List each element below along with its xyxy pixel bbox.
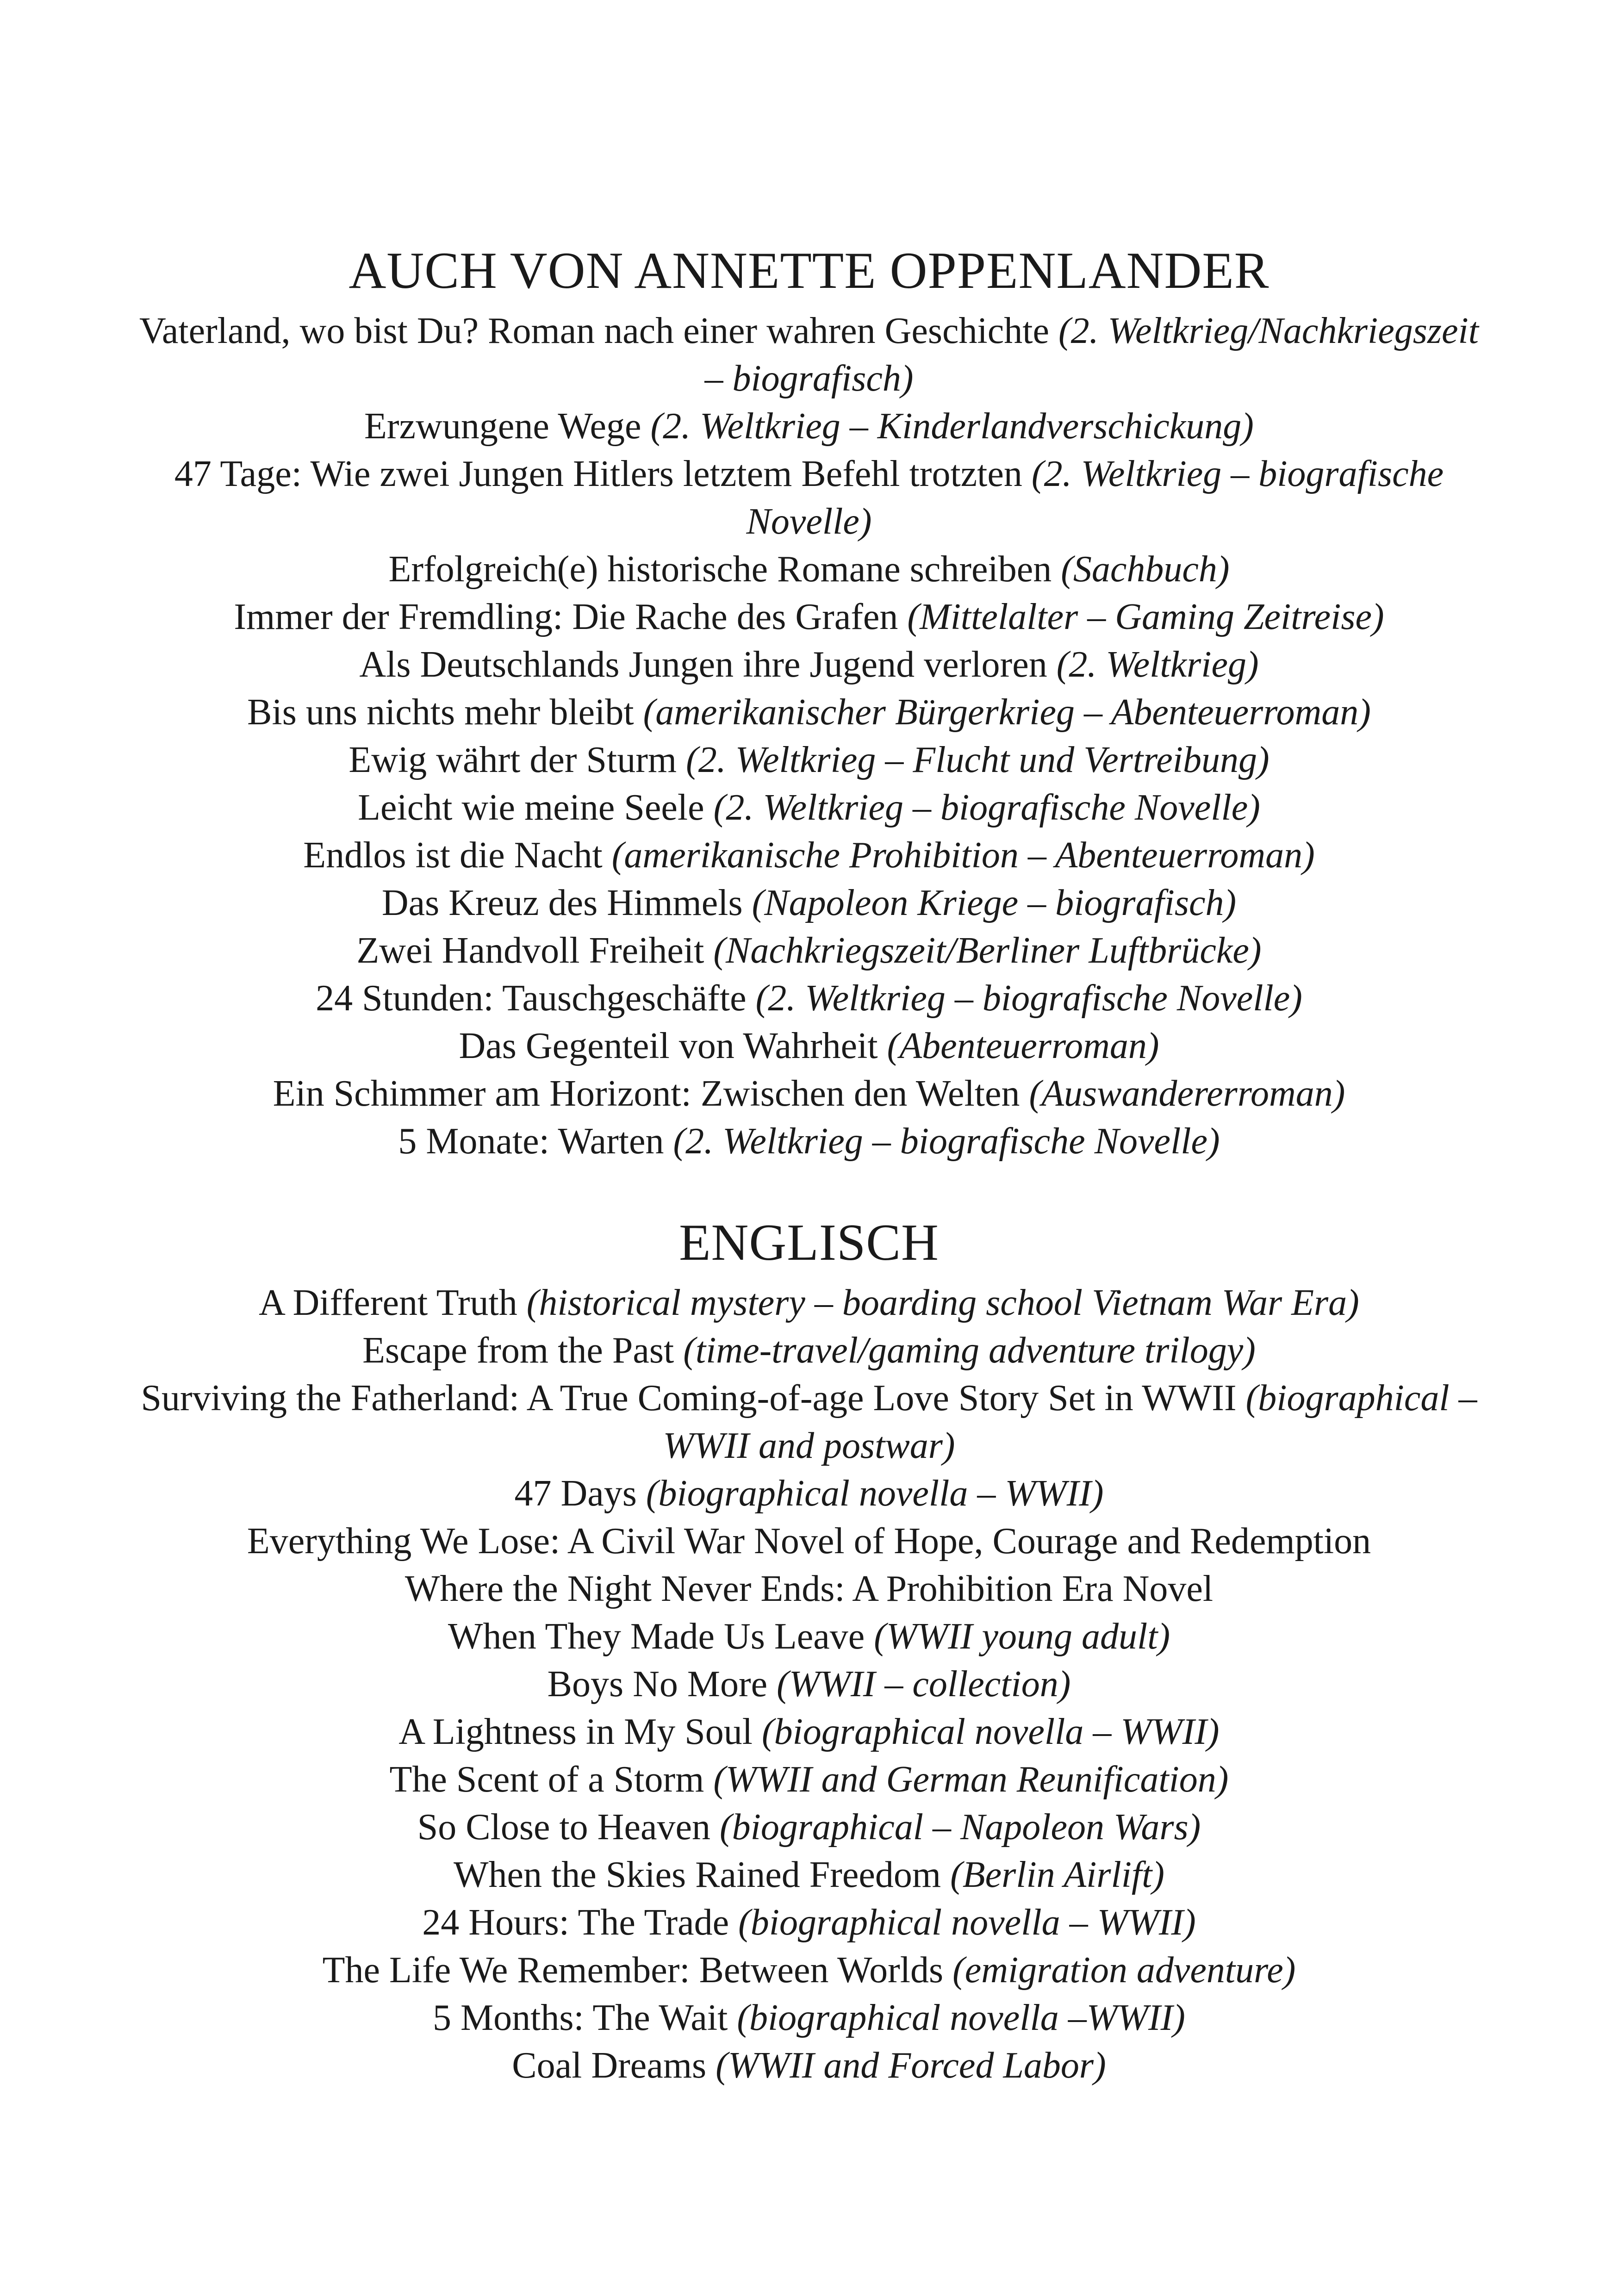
- book-title: 24 Hours: The Trade: [422, 1902, 739, 1943]
- book-genre: (time-travel/gaming adventure trilogy): [683, 1330, 1256, 1371]
- book-entry: [139, 1279, 1479, 1327]
- book-title: 47 Tage: Wie zwei Jungen Hitlers letztem Befehl trotzten: [174, 454, 1032, 494]
- book-title: Das Gegenteil von Wahrheit: [459, 1026, 887, 1066]
- english-book-list: [139, 1279, 1479, 2090]
- book-entry: [139, 1470, 1479, 1518]
- book-genre: (emigration adventure): [952, 1950, 1296, 1991]
- english-books-section: [139, 1208, 1479, 2090]
- book-title: The Life We Remember: Between Worlds: [322, 1950, 953, 1991]
- english-section-heading: ENGLISCH: [679, 1214, 939, 1271]
- book-title: Ein Schimmer am Horizont: Zwischen den Welten: [273, 1073, 1029, 1114]
- book-entry: [139, 1899, 1479, 1947]
- book-title: When the Skies Rained Freedom: [453, 1854, 951, 1895]
- book-genre: (2. Weltkrieg – biografische Novelle): [713, 787, 1260, 828]
- book-title: Das Kreuz des Himmels: [381, 883, 752, 923]
- german-section-heading: AUCH VON ANNETTE OPPENLANDER: [348, 242, 1270, 299]
- book-title: Endlos ist die Nacht: [303, 835, 612, 876]
- book-genre: (biographical novella – WWII): [646, 1473, 1104, 1514]
- book-entry: [139, 1661, 1479, 1708]
- book-title: Erfolgreich(e) historische Romane schreiben: [388, 549, 1061, 590]
- book-entry: [139, 546, 1479, 593]
- german-books-section: [139, 236, 1479, 1165]
- book-entry: [139, 1518, 1479, 1565]
- book-genre: (historical mystery – boarding school Vietnam War Era): [526, 1282, 1359, 1323]
- book-entry: [139, 1756, 1479, 1804]
- book-entry: [139, 832, 1479, 879]
- book-entry: [139, 1994, 1479, 2042]
- book-genre: (WWII and Forced Labor): [716, 2045, 1106, 2086]
- book-title: When They Made Us Leave: [448, 1616, 874, 1657]
- book-genre: (biographical – WWII and postwar): [663, 1378, 1477, 1466]
- book-genre: (amerikanische Prohibition – Abenteuerroman): [611, 835, 1315, 876]
- book-title: Coal Dreams: [512, 2045, 716, 2086]
- book-title: Als Deutschlands Jungen ihre Jugend verloren: [359, 644, 1057, 685]
- book-entry: [139, 1375, 1479, 1470]
- book-genre: (Sachbuch): [1061, 549, 1230, 590]
- german-book-list: [139, 307, 1479, 1165]
- book-entry: [139, 1565, 1479, 1613]
- book-entry: [139, 927, 1479, 975]
- book-entry: [139, 879, 1479, 927]
- book-title: Erzwungene Wege: [364, 406, 651, 447]
- book-genre: (2. Weltkrieg/Nachkriegszeit – biografisch): [704, 311, 1479, 399]
- book-genre: (2. Weltkrieg – biografische Novelle): [746, 454, 1444, 542]
- book-genre: (amerikanischer Bürgerkrieg – Abenteuerroman): [643, 692, 1371, 733]
- book-genre: (Auswandererroman): [1029, 1073, 1345, 1114]
- book-title: 24 Stunden: Tauschgeschäfte: [316, 978, 756, 1019]
- book-entry: [139, 1804, 1479, 1851]
- book-title: A Different Truth: [259, 1282, 527, 1323]
- book-genre: (biographical novella – WWII): [738, 1902, 1196, 1943]
- book-title: Where the Night Never Ends: A Prohibition Era Novel: [404, 1568, 1214, 1609]
- book-entry: [139, 1613, 1479, 1661]
- book-entry: [139, 784, 1479, 832]
- book-entry: [139, 450, 1479, 546]
- book-title: Everything We Lose: A Civil War Novel of Hope, Courage and Redemption: [247, 1521, 1371, 1562]
- book-title: Vaterland, wo bist Du? Roman nach einer wahren Geschichte: [139, 311, 1058, 351]
- book-title: 5 Monate: Warten: [398, 1121, 673, 1162]
- book-title: Immer der Fremdling: Die Rache des Grafen: [234, 597, 908, 637]
- book-title: 5 Months: The Wait: [433, 1997, 737, 2038]
- book-title: A Lightness in My Soul: [398, 1711, 762, 1752]
- book-genre: (2. Weltkrieg – Kinderlandverschickung): [650, 406, 1254, 447]
- book-title: Leicht wie meine Seele: [358, 787, 714, 828]
- book-entry: [139, 2042, 1479, 2090]
- book-genre: (2. Weltkrieg – biografische Novelle): [755, 978, 1302, 1019]
- book-genre: (Abenteuerroman): [887, 1026, 1159, 1066]
- book-genre: (biographical – Napoleon Wars): [719, 1807, 1201, 1848]
- book-genre: (Nachkriegszeit/Berliner Luftbrücke): [713, 930, 1262, 971]
- book-entry: [139, 1327, 1479, 1375]
- book-entry: [139, 975, 1479, 1022]
- book-genre: (2. Weltkrieg): [1056, 644, 1259, 685]
- book-genre: (2. Weltkrieg – biografische Novelle): [673, 1121, 1220, 1162]
- book-entry: [139, 1947, 1479, 1994]
- book-entry: [139, 1022, 1479, 1070]
- book-title: Surviving the Fatherland: A True Coming-of-age Love Story Set in WWII: [141, 1378, 1246, 1419]
- book-genre: (2. Weltkrieg – Flucht und Vertreibung): [686, 740, 1270, 780]
- book-entry: [139, 593, 1479, 641]
- book-title: The Scent of a Storm: [389, 1759, 714, 1800]
- book-entry: [139, 1070, 1479, 1118]
- book-entry: [139, 689, 1479, 736]
- book-entry: [139, 736, 1479, 784]
- book-genre: (Napoleon Kriege – biografisch): [752, 883, 1237, 923]
- book-title: Escape from the Past: [362, 1330, 684, 1371]
- book-entry: [139, 1118, 1479, 1165]
- book-title: Bis uns nichts mehr bleibt: [247, 692, 643, 733]
- book-title: Ewig währt der Sturm: [348, 740, 686, 780]
- book-entry: [139, 1851, 1479, 1899]
- book-genre: (Mittelalter – Gaming Zeitreise): [907, 597, 1384, 637]
- book-title: So Close to Heaven: [417, 1807, 720, 1848]
- book-genre: (biographical novella –WWII): [737, 1997, 1185, 2038]
- book-title: Zwei Handvoll Freiheit: [356, 930, 714, 971]
- book-genre: (WWII – collection): [777, 1664, 1071, 1705]
- book-genre: (WWII young adult): [874, 1616, 1170, 1657]
- book-genre: (biographical novella – WWII): [761, 1711, 1220, 1752]
- book-title: Boys No More: [547, 1664, 777, 1705]
- book-entry: [139, 641, 1479, 689]
- book-genre: (WWII and German Reunification): [713, 1759, 1229, 1800]
- book-entry: [139, 307, 1479, 403]
- book-title: 47 Days: [514, 1473, 646, 1514]
- book-genre: (Berlin Airlift): [950, 1854, 1165, 1895]
- book-entry: [139, 403, 1479, 450]
- book-entry: [139, 1708, 1479, 1756]
